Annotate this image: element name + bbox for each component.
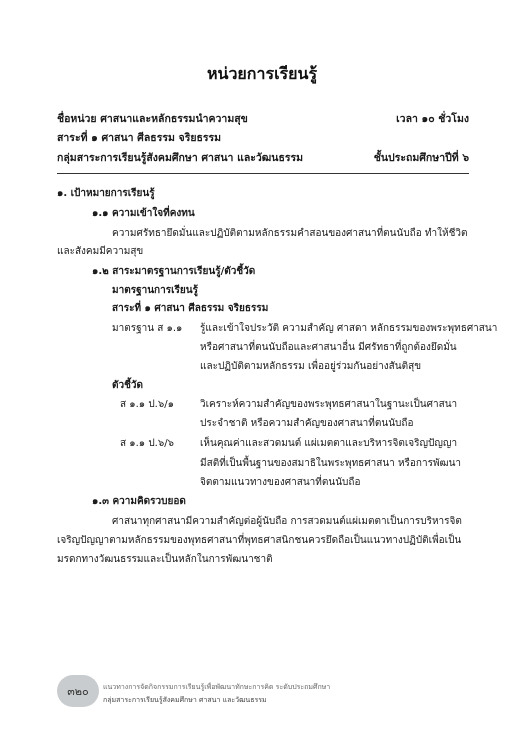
- duration: เวลา ๑๐ ชั่วโมง: [396, 113, 469, 125]
- section-1-3-text-line: ศาสนาทุกศาสนามีความสำคัญต่อผู้นับถือ การสวดมนต์แผ่เมตตาเป็นการบริหารจิต: [112, 516, 462, 527]
- subject-group-row: [57, 149, 469, 166]
- page-title: หน่วยการเรียนรู้: [206, 64, 318, 83]
- indicator-code: ส ๑.๑ ป.๖/๖: [120, 438, 174, 449]
- section-1-3-text-line: มรดกทางวัฒนธรรมและเป็นหลักในการพัฒนาชาติ: [57, 554, 273, 565]
- standard-text-line: หรือศาสนาที่ตนนับถือและศาสนาอื่น มีศรัทธาที่ถูกต้องยึดมั่น: [200, 342, 457, 353]
- standard-text-line: รู้และเข้าใจประวัติ ความสำคัญ ศาสดา หลักธรรมของพระพุทธศาสนา: [200, 323, 498, 334]
- header-divider: [57, 173, 469, 174]
- section-1-3-text-line: เจริญปัญญาตามหลักธรรมของพุทธศาสนาที่พุทธศาสนิกชนควรยึดถือเป็นแนวทางปฏิบัติเพื่อเป็น: [57, 535, 462, 546]
- standard-text-line: และปฏิบัติตามหลักธรรม เพื่ออยู่ร่วมกันอย่างสันติสุข: [200, 361, 422, 372]
- section-1-heading: ๑. เป้าหมายการเรียนรู้: [57, 188, 155, 199]
- subject-group: กลุ่มสาระการเรียนรู้สังคมศึกษา ศาสนา และวัฒนธรรม: [57, 152, 304, 164]
- page-number-badge: [57, 675, 99, 707]
- unit-name-row: [57, 110, 469, 127]
- strand: สาระที่ ๑ ศาสนา ศีลธรรม จริยธรรม: [57, 132, 222, 144]
- indicator-text-line: มีสติที่เป็นพื้นฐานของสมาธิในพระพุทธศาสนา หรือการพัฒนา: [200, 458, 462, 469]
- indicator-code: ส ๑.๑ ป.๖/๑: [120, 399, 174, 410]
- footer-subject-group: กลุ่มสาระการเรียนรู้สังคมศึกษา ศาสนา และวัฒนธรรม: [103, 696, 267, 704]
- grade: ชั้นประถมศึกษาปีที่ ๖: [373, 152, 469, 164]
- section-1-1-text-line: ความศรัทธายึดมั่นและปฏิบัติตามหลักธรรมคำสอนของศาสนาที่ตนนับถือ ทำให้ชีวิต: [112, 228, 468, 239]
- indicator-text-line: ประจำชาติ หรือความสำคัญของศาสนาที่ตนนับถือ: [200, 418, 414, 429]
- standard-code: มาตรฐาน ส ๑.๑: [112, 323, 183, 334]
- section-1-1-text-line: และสังคมมีความสุข: [57, 246, 144, 257]
- section-1-1-heading: ๑.๑ ความเข้าใจที่คงทน: [92, 208, 195, 219]
- page-number: ๓๒๐: [67, 685, 89, 698]
- indicator-text-line: เห็นคุณค่าและสวดมนต์ แผ่เมตตาและบริหารจิตเจริญปัญญา: [200, 438, 458, 449]
- standard-heading: มาตรฐานการเรียนรู้: [112, 285, 198, 296]
- strand-row: [57, 129, 469, 146]
- section-1-3-heading: ๑.๓ ความคิดรวบยอด: [92, 496, 186, 507]
- standard-strand: สาระที่ ๑ ศาสนา ศีลธรรม จริยธรรม: [112, 303, 269, 314]
- indicator-text-line: วิเคราะห์ความสำคัญของพระพุทธศาสนาในฐานะเป็นศาสนา: [200, 399, 458, 410]
- indicator-heading: ตัวชี้วัด: [112, 380, 144, 391]
- indicator-text-line: จิตตามแนวทางของศาสนาที่ตนนับถือ: [200, 477, 361, 488]
- section-1-2-heading: ๑.๒ สาระมาตรฐานการเรียนรู้/ตัวชี้วัด: [92, 266, 256, 277]
- unit-name: ชื่อหน่วย ศาสนาและหลักธรรมนำความสุข: [57, 113, 248, 125]
- footer-book-title: แนวทางการจัดกิจกรรมการเรียนรู้เพื่อพัฒนาทักษะการคิด ระดับประถมศึกษา: [103, 683, 331, 691]
